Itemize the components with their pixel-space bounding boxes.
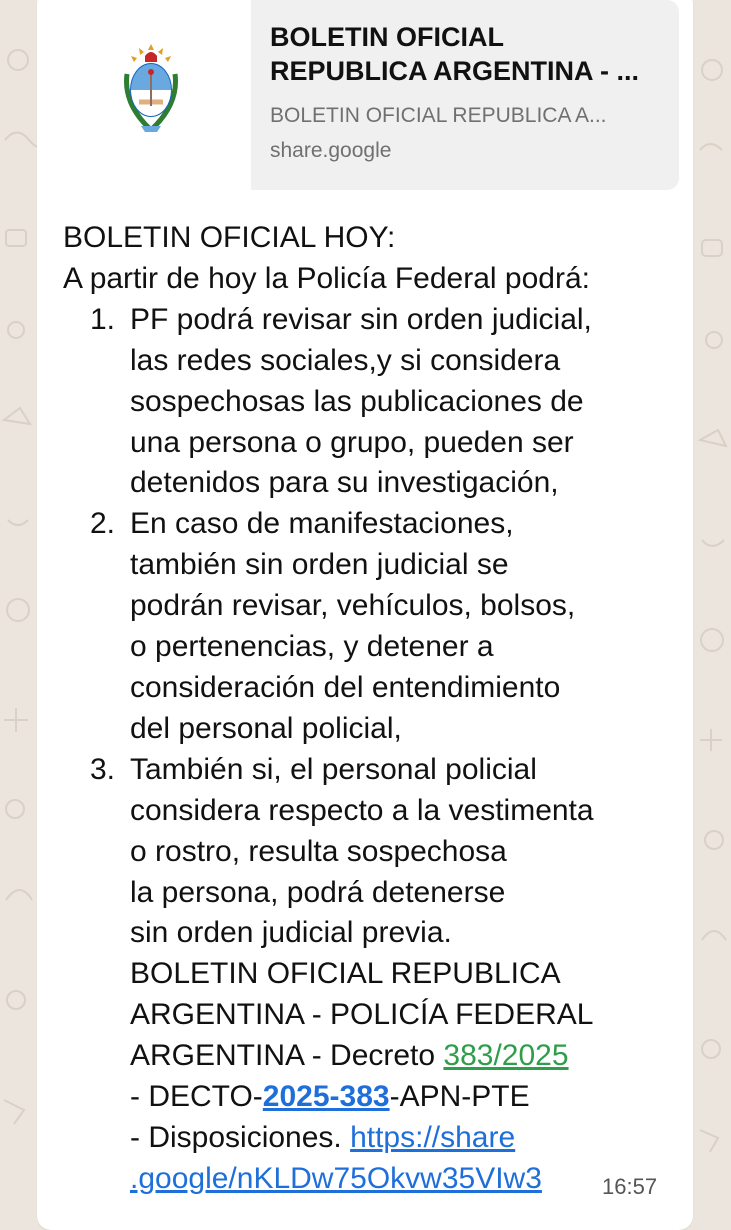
coat-of-arms-icon bbox=[119, 40, 183, 136]
list-item-line: sin orden judicial previa. bbox=[130, 916, 452, 950]
list-item-number: 3. bbox=[90, 752, 116, 786]
list-item-number: 1. bbox=[90, 302, 116, 336]
disposiciones-line bbox=[130, 1118, 703, 1159]
list-item-line: del personal policial, bbox=[130, 711, 402, 745]
list-item-line: BOLETIN OFICIAL REPUBLICA bbox=[130, 957, 561, 991]
decto-suffix: -APN-PTE bbox=[389, 1080, 530, 1114]
list-item-line: sospechosas las publicaciones de bbox=[130, 384, 584, 418]
link-preview-domain: share.google bbox=[270, 139, 392, 162]
link-preview-title-line2: REPUBLICA ARGENTINA - ... bbox=[270, 56, 639, 86]
list-item-line: consideración del entendimiento bbox=[130, 670, 561, 704]
list-item bbox=[63, 750, 703, 1200]
list-item-line: En caso de manifestaciones, bbox=[130, 507, 514, 541]
list-item-line: considera respecto a la vestimenta bbox=[130, 793, 594, 827]
list-item-line: podrán revisar, vehículos, bolsos, bbox=[130, 589, 576, 623]
list-item-line: También si, el personal policial bbox=[130, 752, 537, 786]
list-item bbox=[63, 300, 703, 505]
decreto-prefix: ARGENTINA - Decreto bbox=[130, 1039, 444, 1073]
list-item-line: una persona o grupo, pueden ser bbox=[130, 425, 574, 459]
message-heading: BOLETIN OFICIAL HOY: bbox=[63, 221, 396, 254]
list-item-line: ARGENTINA - POLICÍA FEDERAL bbox=[130, 998, 594, 1032]
link-preview-text[interactable] bbox=[251, 0, 679, 190]
link-preview-card[interactable] bbox=[51, 0, 679, 190]
list-item-line: o rostro, resulta sospechosa bbox=[130, 834, 507, 868]
decreto-link[interactable]: 383/2025 bbox=[443, 1039, 569, 1073]
message-timestamp: 16:57 bbox=[602, 1174, 658, 1199]
list-item bbox=[63, 504, 703, 749]
decreto-line bbox=[130, 1036, 703, 1077]
share-url-link-part1[interactable]: https://share bbox=[350, 1120, 516, 1154]
link-preview-description: BOLETIN OFICIAL REPUBLICA A... bbox=[270, 104, 607, 127]
message-intro: A partir de hoy la Policía Federal podrá: bbox=[63, 261, 590, 295]
list-item-line: detenidos para su investigación, bbox=[130, 466, 559, 500]
decto-link[interactable]: 2025-383 bbox=[262, 1080, 390, 1114]
list-item-line: la persona, podrá detenerse bbox=[130, 875, 506, 909]
list-item-line: las redes sociales,y si considera bbox=[130, 343, 561, 377]
list-item-line: también sin orden judicial se bbox=[130, 548, 509, 582]
decto-prefix: - DECTO- bbox=[130, 1080, 263, 1114]
link-preview-title bbox=[270, 20, 670, 88]
numbered-list bbox=[63, 300, 703, 1200]
decto-line bbox=[130, 1077, 703, 1118]
list-item-line: o pertenencias, y detener a bbox=[130, 630, 494, 664]
message-text bbox=[63, 218, 703, 1200]
list-item-line: PF podrá revisar sin orden judicial, bbox=[130, 302, 592, 336]
link-preview-title-line1: BOLETIN OFICIAL bbox=[270, 22, 504, 52]
disposiciones-prefix: - Disposiciones. bbox=[130, 1120, 351, 1154]
list-item-number: 2. bbox=[90, 507, 116, 541]
link-preview-thumbnail[interactable] bbox=[51, 0, 251, 190]
share-url-link-part2[interactable]: .google/nKLDw75Okvw35VIw3 bbox=[130, 1161, 542, 1195]
